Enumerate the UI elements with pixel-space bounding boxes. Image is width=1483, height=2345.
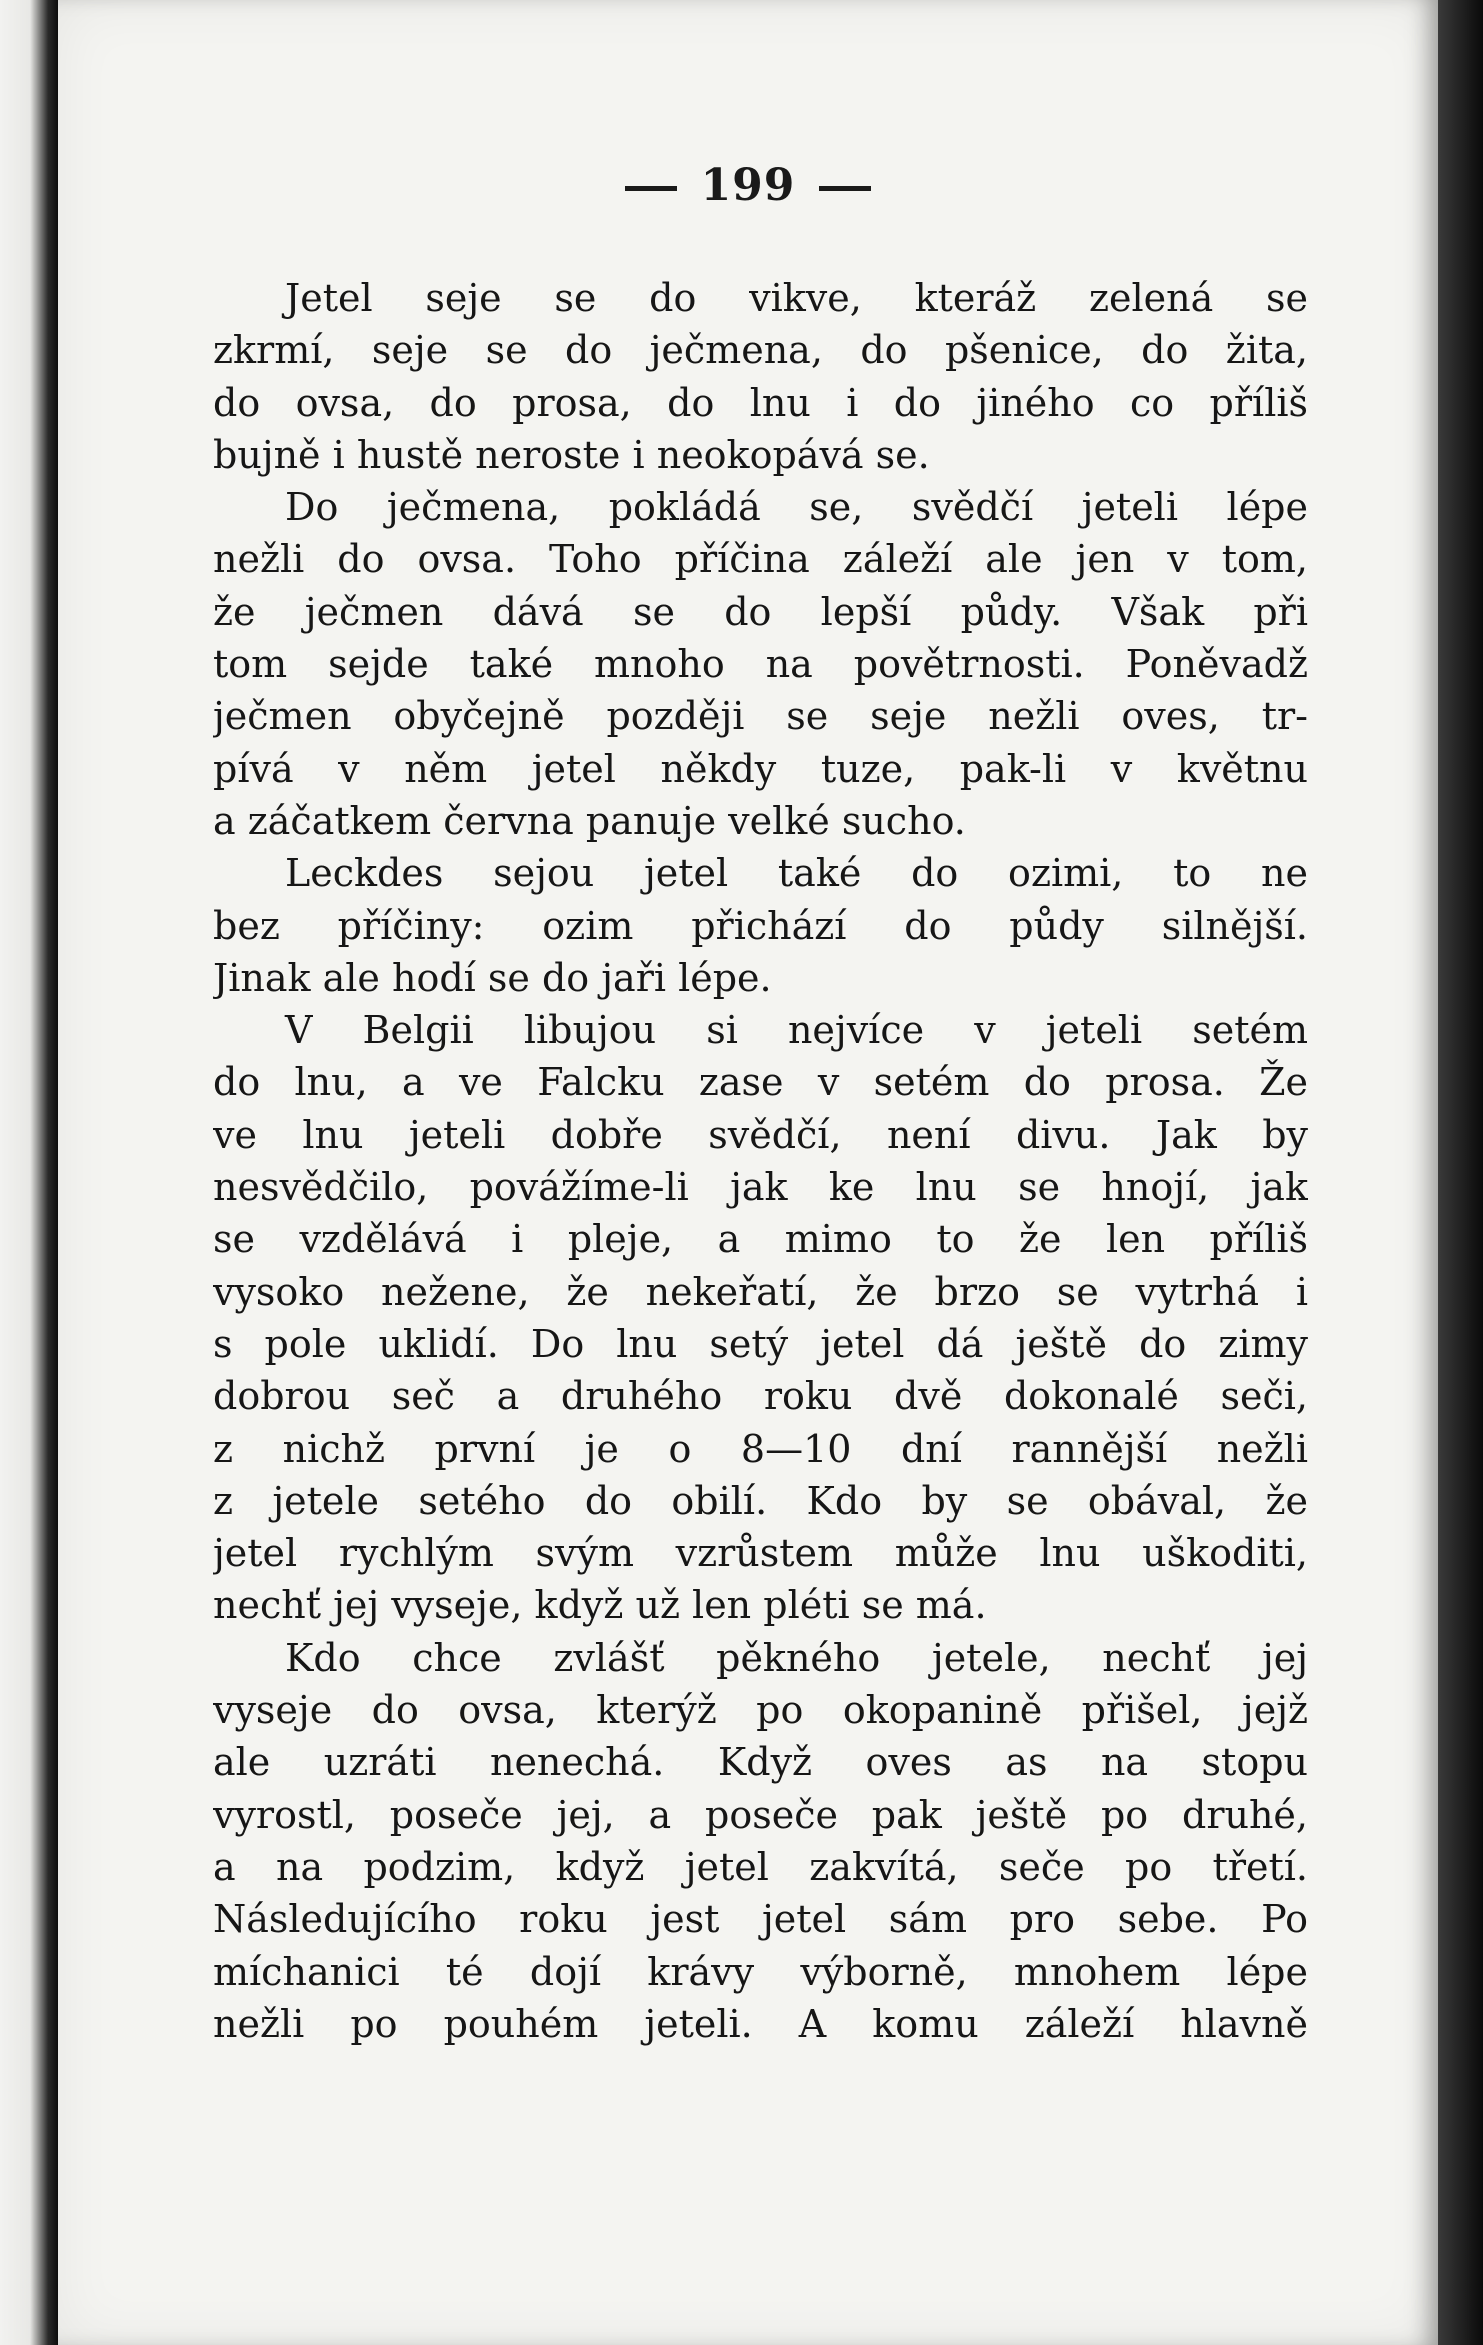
text-line: vysoko nežene, že nekeřatí, že brzo se vytrhá i <box>213 1269 1308 1314</box>
text-line: a na podzim, když jetel zakvítá, seče po třetí. <box>213 1844 1308 1889</box>
page-number: 199 <box>700 160 796 211</box>
text-line: z jetele setého do obilí. Kdo by se obával, že <box>213 1478 1308 1523</box>
text-line: bez příčiny: ozim přichází do půdy silnější. <box>213 903 1308 948</box>
text-line: jetel rychlým svým vzrůstem může lnu uškoditi, <box>213 1531 1308 1576</box>
text-line: Jinak ale hodí se do jaři lépe. <box>213 955 772 1000</box>
text-line: Do ječmena, pokládá se, svědčí jeteli lépe <box>285 485 1308 530</box>
text-line: vyseje do ovsa, kterýž po okopanině přišel, jejž <box>213 1688 1308 1733</box>
text-line: a záčatkem června panuje velké sucho. <box>213 798 966 843</box>
text-line: Kdo chce zvlášť pěkného jetele, nechť jej <box>285 1635 1308 1680</box>
dash-left <box>625 186 677 191</box>
text-line: s pole uklidí. Do lnu setý jetel dá ještě do zimy <box>213 1321 1308 1366</box>
scan-right-edge <box>1438 0 1483 2345</box>
text-line: Jetel seje se do vikve, kteráž zelená se <box>285 276 1308 320</box>
text-line: ale uzráti nenechá. Když oves as na stopu <box>213 1740 1308 1785</box>
text-line: do ovsa, do prosa, do lnu i do jiného co příliš <box>213 380 1308 425</box>
text-line: míchanici té dojí krávy výborně, mnohem lépe <box>213 1949 1308 1994</box>
text-line: z nichž první je o 8—10 dní rannější nežli <box>213 1426 1308 1471</box>
text-line: se vzdělává i pleje, a mimo to že len příliš <box>213 1217 1308 1262</box>
text-line: nežli po pouhém jeteli. A komu záleží hlavně <box>213 2001 1308 2046</box>
text-line: nesvědčilo, povážíme-li jak ke lnu se hnojí, jak <box>213 1165 1308 1210</box>
text-line: ječmen obyčejně později se seje nežli oves, tr- <box>213 694 1308 739</box>
text-line: V Belgii libujou si nejvíce v jeteli setém <box>285 1008 1308 1053</box>
text-line: tom sejde také mnoho na povětrnosti. Poněvadž <box>213 642 1308 687</box>
text-line: nežli do ovsa. Toho příčina záleží ale jen v tom, <box>213 537 1308 582</box>
page-number-header <box>58 160 1438 211</box>
text-line: Leckdes sejou jetel také do ozimi, to ne <box>285 851 1308 896</box>
text-line: zkrmí, seje se do ječmena, do pšenice, do žita, <box>213 328 1308 373</box>
text-line: nechť jej vyseje, když už len pléti se má. <box>213 1583 987 1628</box>
text-line: že ječmen dává se do lepší půdy. Však při <box>213 589 1308 634</box>
book-page <box>58 0 1438 2345</box>
text-line: do lnu, a ve Falcku zase v setém do prosa. Že <box>213 1060 1308 1105</box>
text-line: ve lnu jeteli dobře svědčí, není divu. Jak by <box>213 1112 1308 1157</box>
text-line: dobrou seč a druhého roku dvě dokonalé seči, <box>213 1374 1308 1419</box>
text-line: Následujícího roku jest jetel sám pro sebe. Po <box>213 1897 1308 1942</box>
previous-page-margin <box>0 0 58 2345</box>
dash-right <box>819 186 871 191</box>
text-line: bujně i hustě neroste i neokopává se. <box>213 432 930 477</box>
text-line: vyrostl, poseče jej, a poseče pak ještě po druhé, <box>213 1792 1308 1837</box>
text-line: pívá v něm jetel někdy tuze, pak-li v květnu <box>213 746 1308 791</box>
body-text <box>213 272 1308 2050</box>
